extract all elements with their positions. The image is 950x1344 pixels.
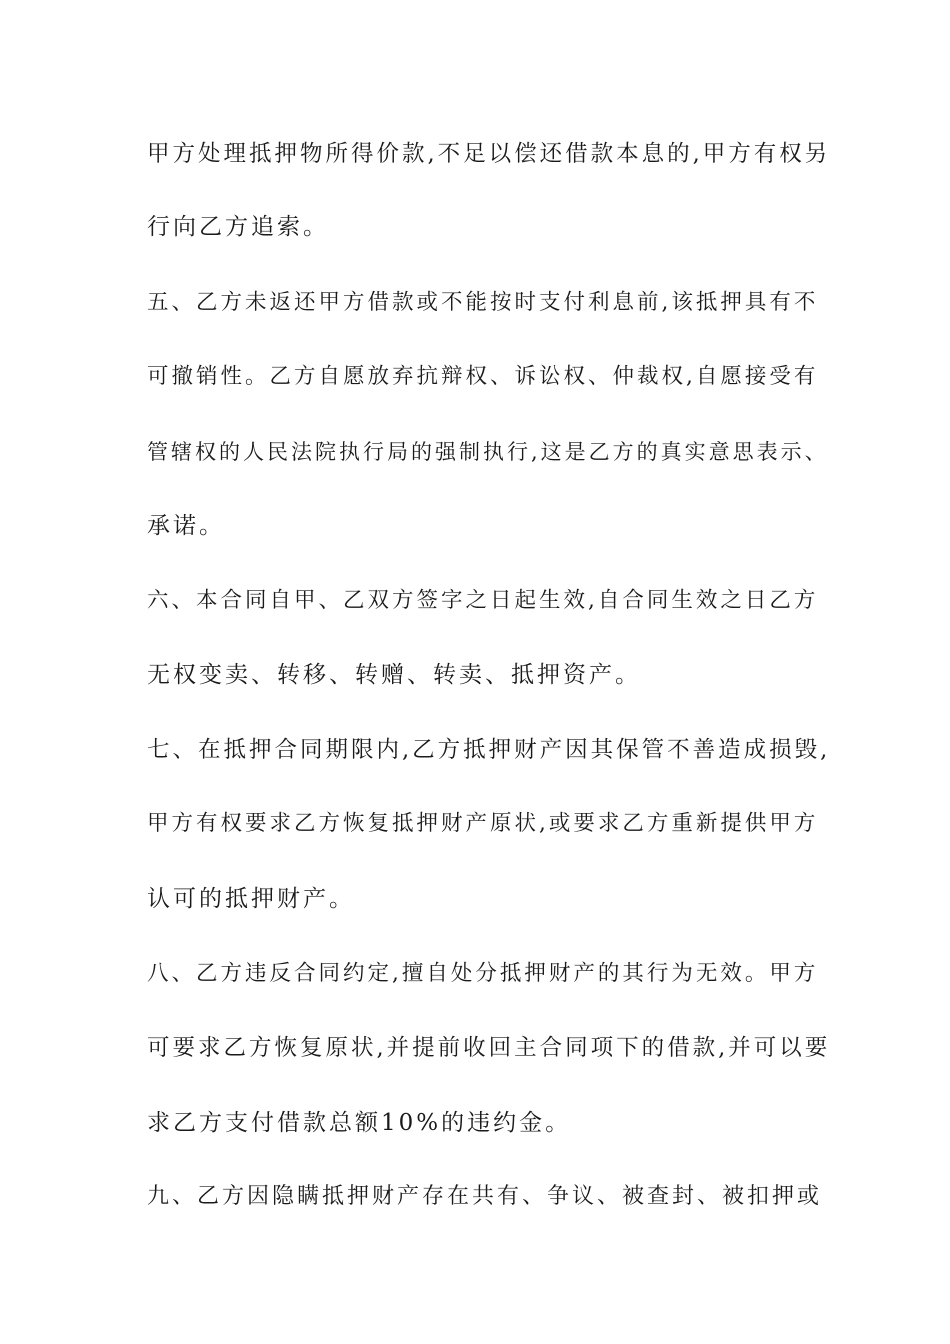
text-line: 甲方处理抵押物所得价款,不足以偿还借款本息的,甲方有权另 <box>147 141 831 167</box>
text-line: 行向乙方追索。 <box>147 214 329 240</box>
text-line: 求乙方支付借款总额10%的违约金。 <box>147 1110 572 1136</box>
text-line: 可撤销性。乙方自愿放弃抗辩权、诉讼权、仲裁权,自愿接受有 <box>147 364 819 389</box>
text-line: 认可的抵押财产。 <box>147 886 355 912</box>
text-line: 承诺。 <box>147 513 225 539</box>
text-line: 九、乙方因隐瞒抵押财产存在共有、争议、被查封、被扣押或 <box>147 1184 823 1209</box>
text-line: 甲方有权要求乙方恢复抵押财产原状,或要求乙方重新提供甲方 <box>147 811 819 836</box>
text-line: 无权变卖、转移、转赠、转卖、抵押资产。 <box>147 662 641 688</box>
text-line: 六、本合同自甲、乙双方签字之日起生效,自合同生效之日乙方 <box>147 588 819 613</box>
text-line: 管辖权的人民法院执行局的强制执行,这是乙方的真实意思表示、 <box>147 440 829 464</box>
text-line: 七、在抵押合同期限内,乙方抵押财产因其保管不善造成损毁, <box>147 737 831 763</box>
text-line: 可要求乙方恢复原状,并提前收回主合同项下的借款,并可以要 <box>147 1035 831 1061</box>
text-line: 八、乙方违反合同约定,擅自处分抵押财产的其行为无效。甲方 <box>147 961 819 986</box>
text-line: 五、乙方未返还甲方借款或不能按时支付利息前,该抵押具有不 <box>147 290 819 315</box>
